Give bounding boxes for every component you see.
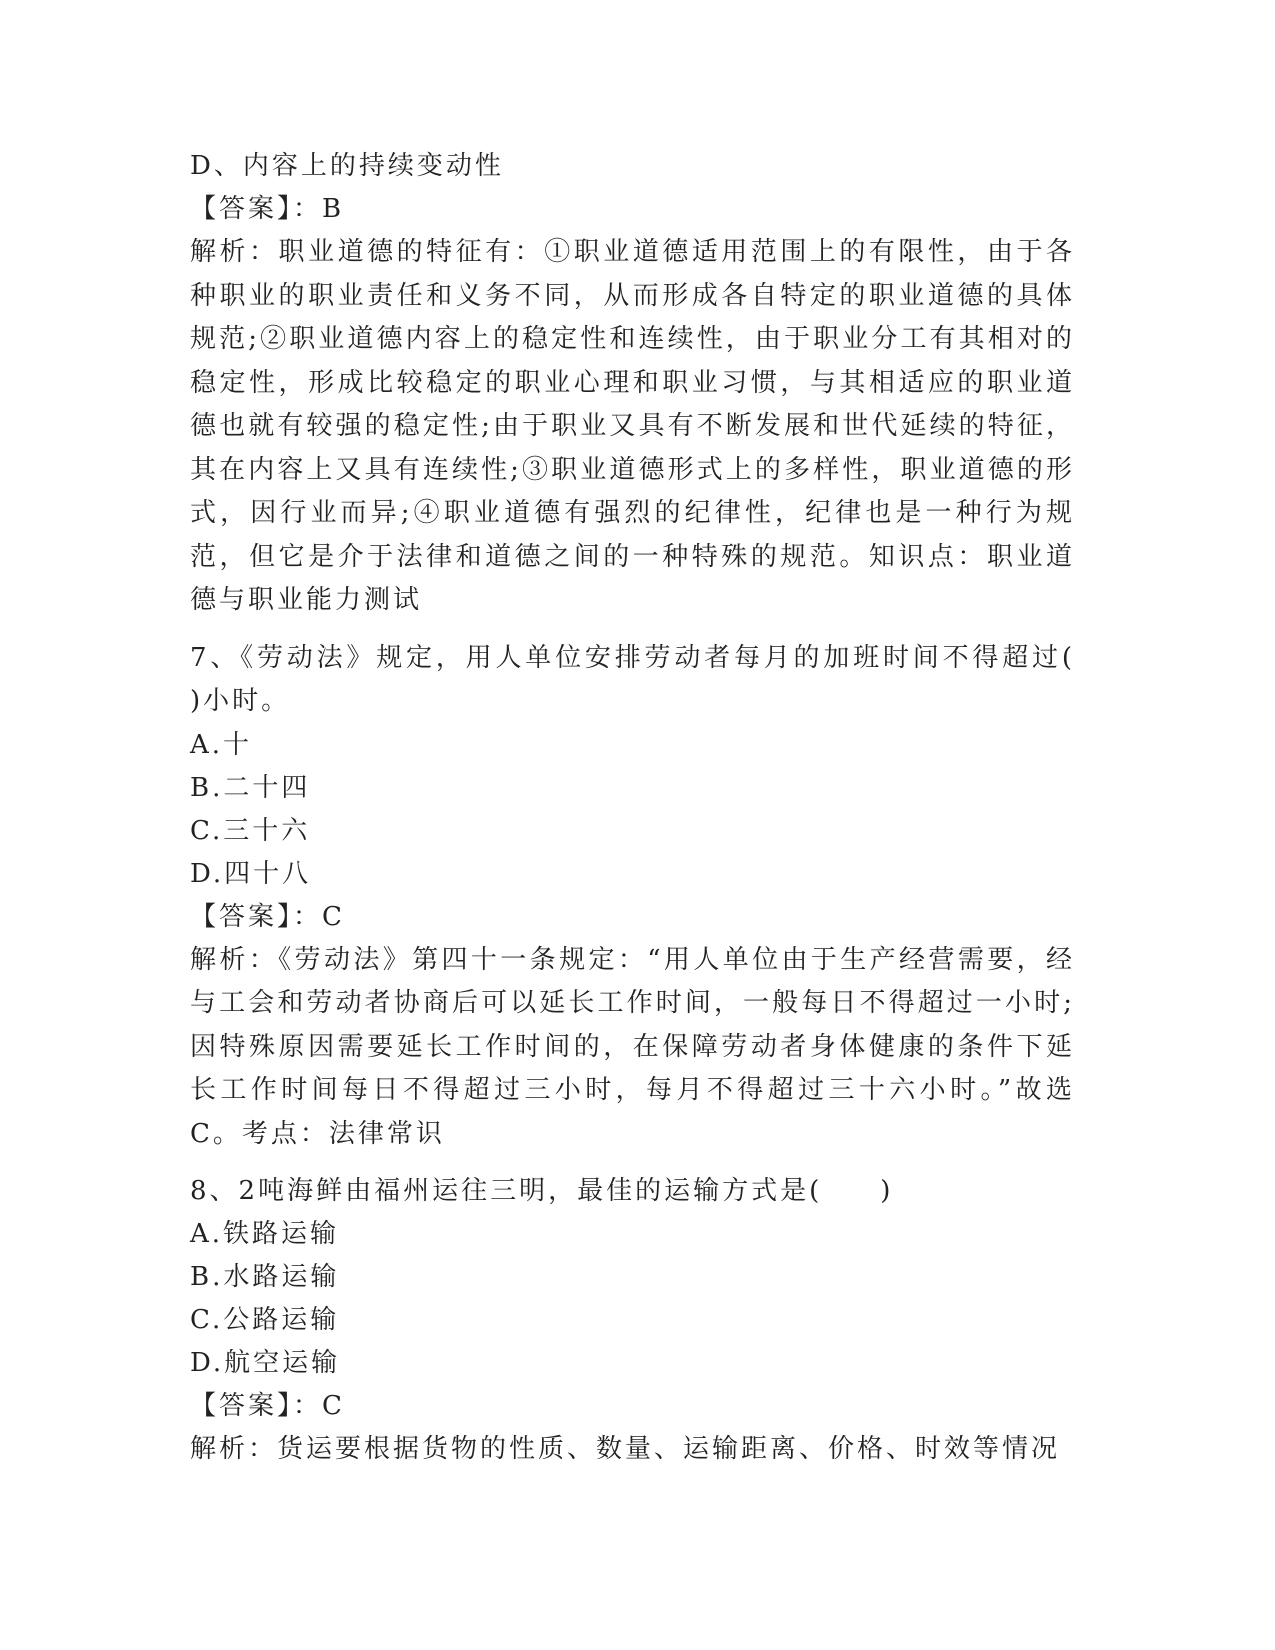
section-gap <box>190 623 1090 637</box>
explanation-previous: 解析：职业道德的特征有：①职业道德适用范围上的有限性，由于各种职业的职业责任和义务不同，从而形成各自特定的职业道德的具体规范;②职业道德内容上的稳定性和连续性，由于职业分工有其相对的稳定性，形成比较稳定的职业心理和职业习惯，与其相适应的职业道德也就有较强的稳定性;由于职业又具有不断发展和世代延续的特征，其在内容上又具有连续性;③职业道德形式上的多样性，职业道德的形式，因行业而异;④职业道德有强烈的纪律性，纪律也是一种行为规范，但它是介于法律和道德之间的一种特殊的规范。知识点：职业道德与职业能力测试 <box>190 237 1075 615</box>
answer-previous: 【答案】：B <box>190 194 345 224</box>
question-8-option-a: A.铁路运输 <box>190 1219 340 1249</box>
question-8-option-d: D.航空运输 <box>190 1348 341 1378</box>
question-7-answer: 【答案】：C <box>190 901 345 932</box>
question-8-answer: 【答案】：C <box>190 1391 345 1421</box>
question-8-explanation: 解析：货运要根据货物的性质、数量、运输距离、价格、时效等情况 <box>190 1434 1061 1464</box>
option-d-previous: D、内容上的持续变动性 <box>190 151 504 181</box>
question-7-option-b: B.二十四 <box>190 772 311 803</box>
question-7-option-d: D.四十八 <box>190 858 312 889</box>
section-gap <box>190 1156 1090 1170</box>
question-7-option-c: C.三十六 <box>190 815 311 846</box>
question-7-stem: 7、《劳动法》规定，用人单位安排劳动者每月的加班时间不得超过( )小时。 <box>190 642 1075 716</box>
question-8-option-b: B.水路运输 <box>190 1262 340 1292</box>
question-7-explanation: 解析：《劳动法》第四十一条规定：“用人单位由于生产经营需要，经与工会和劳动者协商后可以延长工作时间，一般每日不得超过一小时;因特殊原因需要延长工作时间的，在保障劳动者身体健康的条件下延长工作时间每日不得超过三小时，每月不得超过三十六小时。”故选C。考点：法律常识 <box>190 944 1075 1149</box>
question-7-option-a: A.十 <box>190 729 253 760</box>
document-page <box>190 145 1090 1471</box>
question-8-option-c: C.公路运输 <box>190 1305 340 1335</box>
question-8-stem: 8、2吨海鲜由福州运往三明，最佳的运输方式是( ) <box>190 1176 894 1206</box>
